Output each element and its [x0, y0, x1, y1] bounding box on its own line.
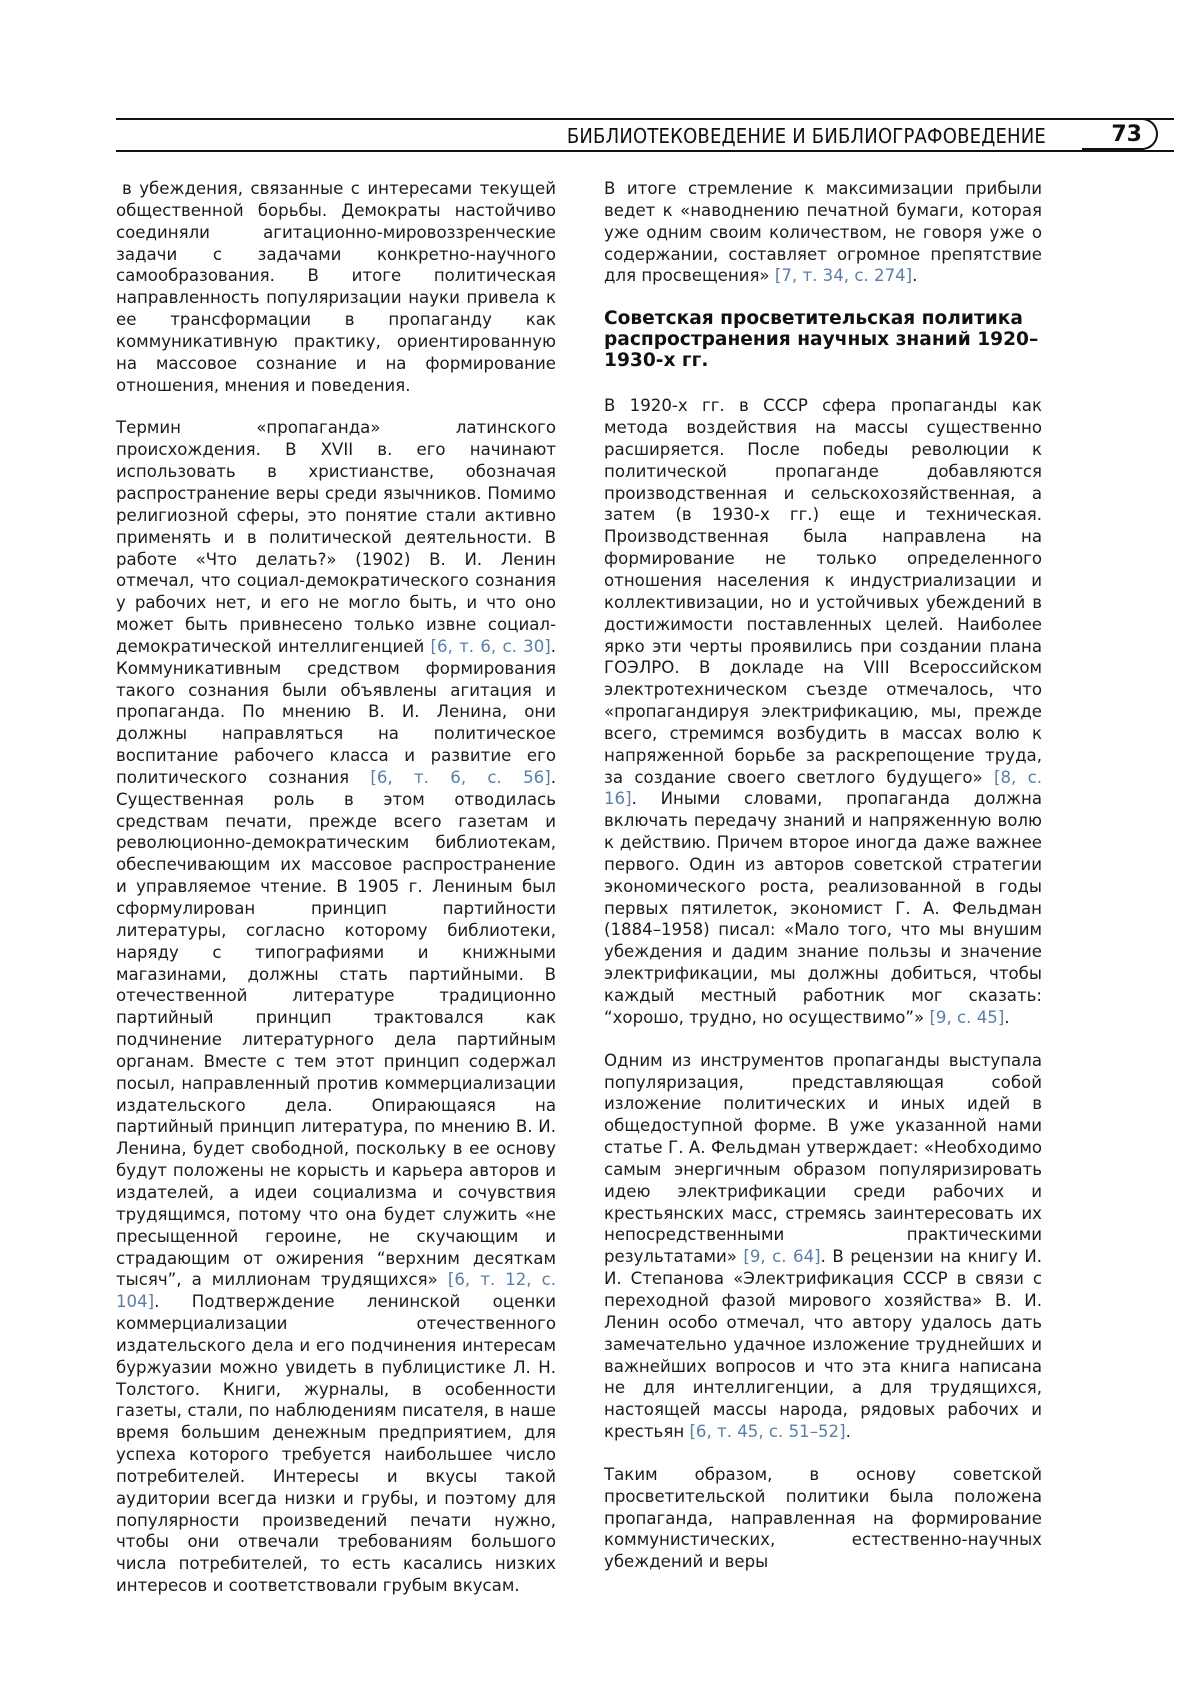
text-run: . — [912, 266, 918, 286]
text-run: . Иными словами, пропаганда должна включать передачу знаний и напряженную волю к действию. Причем второе иногда даже важнее первого. Один из авторов советской стратегии экономического роста, реализованной в годы первых пятилеток, экономист Г. А. Фельдман (1884–1958) писал: «Мало того, что мы внушим убеждения и дадим знание пользы и значение электрификации, мы должны добиться, чтобы каждый местный работник мог сказать: “хорошо, трудно, но осуществимо”» — [604, 789, 1042, 1027]
header-rule-bottom — [116, 150, 1174, 152]
paragraph — [604, 1050, 1042, 1443]
citation-reference: [7, т. 34, с. 274] — [774, 266, 913, 286]
running-header — [116, 118, 1142, 152]
left-column — [116, 178, 556, 1618]
page-number-tab — [1082, 118, 1158, 150]
citation-reference: [6, т. 12, с. 104] — [116, 1270, 556, 1312]
paragraph: в убеждения, связанные с интересами текущей общественной борьбы. Демократы настойчиво соединяли агитационно-мировоззренческие задачи с задачами конкретно-научного самообразования. В итоге политическая направленность популяризации науки привела к ее трансформации в пропаганду как коммуникативную практику, ориентированную на массовое сознание и на формирование отношения, мнения и поведения. — [116, 179, 556, 395]
text-run: . Подтверждение ленинской оценки коммерциализации отечественного издательского дела и его подчинения интересам буржуазии можно увидеть в публицистике Л. Н. Толстого. Книги, журналы, в особенности газеты, стали, по наблюдениям писателя, в наше время большим денежным предприятием, для успеха которого требуется наибольшее число потребителей. Интересы и вкусы такой аудитории всегда низки и грубы, и поэтому для популярности произведений печати нужно, чтобы они отвечали требованиям большого числа потребителей, то есть касались низких интересов и соответствовали грубым вкусам. — [116, 1292, 556, 1596]
paragraph — [116, 417, 556, 1597]
text-run: . — [845, 1422, 851, 1442]
text-run: Термин «пропаганда» латинского происхождения. В XVII в. его начинают использовать в христианстве, обозначая распространение веры среди язычников. Помимо религиозной сферы, это понятие стали активно применять и в политической деятельности. В работе «Что делать?» (1902) В. И. Ленин отмечал, что социал-демократического сознания у рабочих нет, и его не могло быть, и что оно может быть привнесено только извне социал-демократической интеллигенцией — [116, 418, 556, 656]
text-run: . Коммуникативным средством формирования такого сознания были объявлены агитация и пропаганда. По мнению В. И. Ленина, они должны направляться на политическое воспитание рабочего класса и развитие его политического сознания — [116, 636, 557, 787]
header-rule-top — [116, 118, 1174, 120]
citation-reference: [9, с. 45] — [929, 1007, 1005, 1027]
paragraph — [604, 178, 1042, 287]
text-run: . В рецензии на книгу И. И. Степанова «Электрификация СССР в связи с переходной фазой мирового хозяйства» В. И. Ленин особо отмечал, что автору удалось дать замечательно удачное изложение труднейших и важнейших вопросов и что эта книга написана не для интеллигенции, а для трудящихся, настоящей массы народа, рядовых рабочих и крестьян — [604, 1247, 1043, 1442]
text-run: В 1920-х гг. в СССР сфера пропаганды как метода воздействия на массы существенно расширяется. После победы революции к политической пропаганде добавляются производственная и сельскохозяйственная, а затем (в 1930-х гг.) еще и техническая. Производственная была направлена на формирование не только определенного отношения населения к индустриализации и коллективизации, но и устойчивых убеждений в достижимости поставленных целей. Наиболее ярко эти черты проявились при создании плана ГОЭЛРО. В докладе на VIII Всероссийском электротехническом съезде отмечалось, что «пропагандируя электрификацию, мы, прежде всего, стремимся возбудить в массах волю к напряженной борьбе за раскрепощение труда, за создание своего светлого будущего» — [604, 396, 1042, 787]
text-run: . Существенная роль в этом отводилась средствам печати, прежде всего газетам и революционно-демократическим библиотекам, обеспечивающим их массовое распространение и управляемое чтение. В 1905 г. Лениным был сформулирован принцип партийности литературы, согласно которому библиотеки, наряду с типографиями и книжными магазинами, должны стать партийными. В отечественной литературе традиционно партийный принцип трактовался как подчинение литературного дела партийным органам. Вместе с тем этот принцип содержал посыл, направленный против коммерциализации издательского дела. Опирающаяся на партийный принцип литература, по мнению В. И. Ленина, будет свободной, поскольку в ее основу будут положены не корысть и карьера авторов и издателей, а идеи социализма и сочувствия трудящимся, потому что она будет служить «не пресыщенной героине, не скучающим и страдающим от ожирения “верхним десяткам тысяч”, а миллионам трудящихся» — [116, 767, 556, 1290]
paragraph: Таким образом, в основу советской просветительской политики была положена пропаганда, направленная на формирование коммунистических, естественно-научных убеждений и веры — [604, 1464, 1042, 1572]
paragraph — [604, 395, 1042, 1028]
text-run: В итоге стремление к максимизации прибыли ведет к «наводнению печатной бумаги, которая уже одним своим количеством, не говоря уже о содержании, составляет огромное препятствие для просвещения» — [604, 179, 1042, 286]
citation-reference: [6, т. 6, с. 56] — [370, 767, 551, 787]
citation-reference: [9, с. 64] — [743, 1247, 821, 1267]
citation-reference: [6, т. 45, с. 51–52] — [689, 1422, 846, 1442]
section-heading: Советская просветительская политика распространения научных знаний 1920–1930-х гг. — [604, 308, 1039, 372]
text-run: Одним из инструментов пропаганды выступала популяризация, представляющая собой изложение политических и иных идей в общедоступной форме. В уже указанной нами статье Г. А. Фельдман утверждает: «Необходимо самым энергичным образом популяризировать идею электрификации среди рабочих и крестьянских масс, стремясь заинтересовать их непосредственными практическими результатами» — [604, 1050, 1042, 1267]
citation-reference: [6, т. 6, с. 30] — [430, 636, 551, 656]
text-run: . — [1004, 1007, 1010, 1027]
page-number: 73 — [1111, 122, 1142, 147]
citation-reference: [8, с. 16] — [604, 767, 1042, 809]
right-column — [604, 178, 1042, 1594]
section-title: БИБЛИОТЕКОВЕДЕНИЕ И БИБЛИОГРАФОВЕДЕНИЕ — [566, 124, 1046, 148]
